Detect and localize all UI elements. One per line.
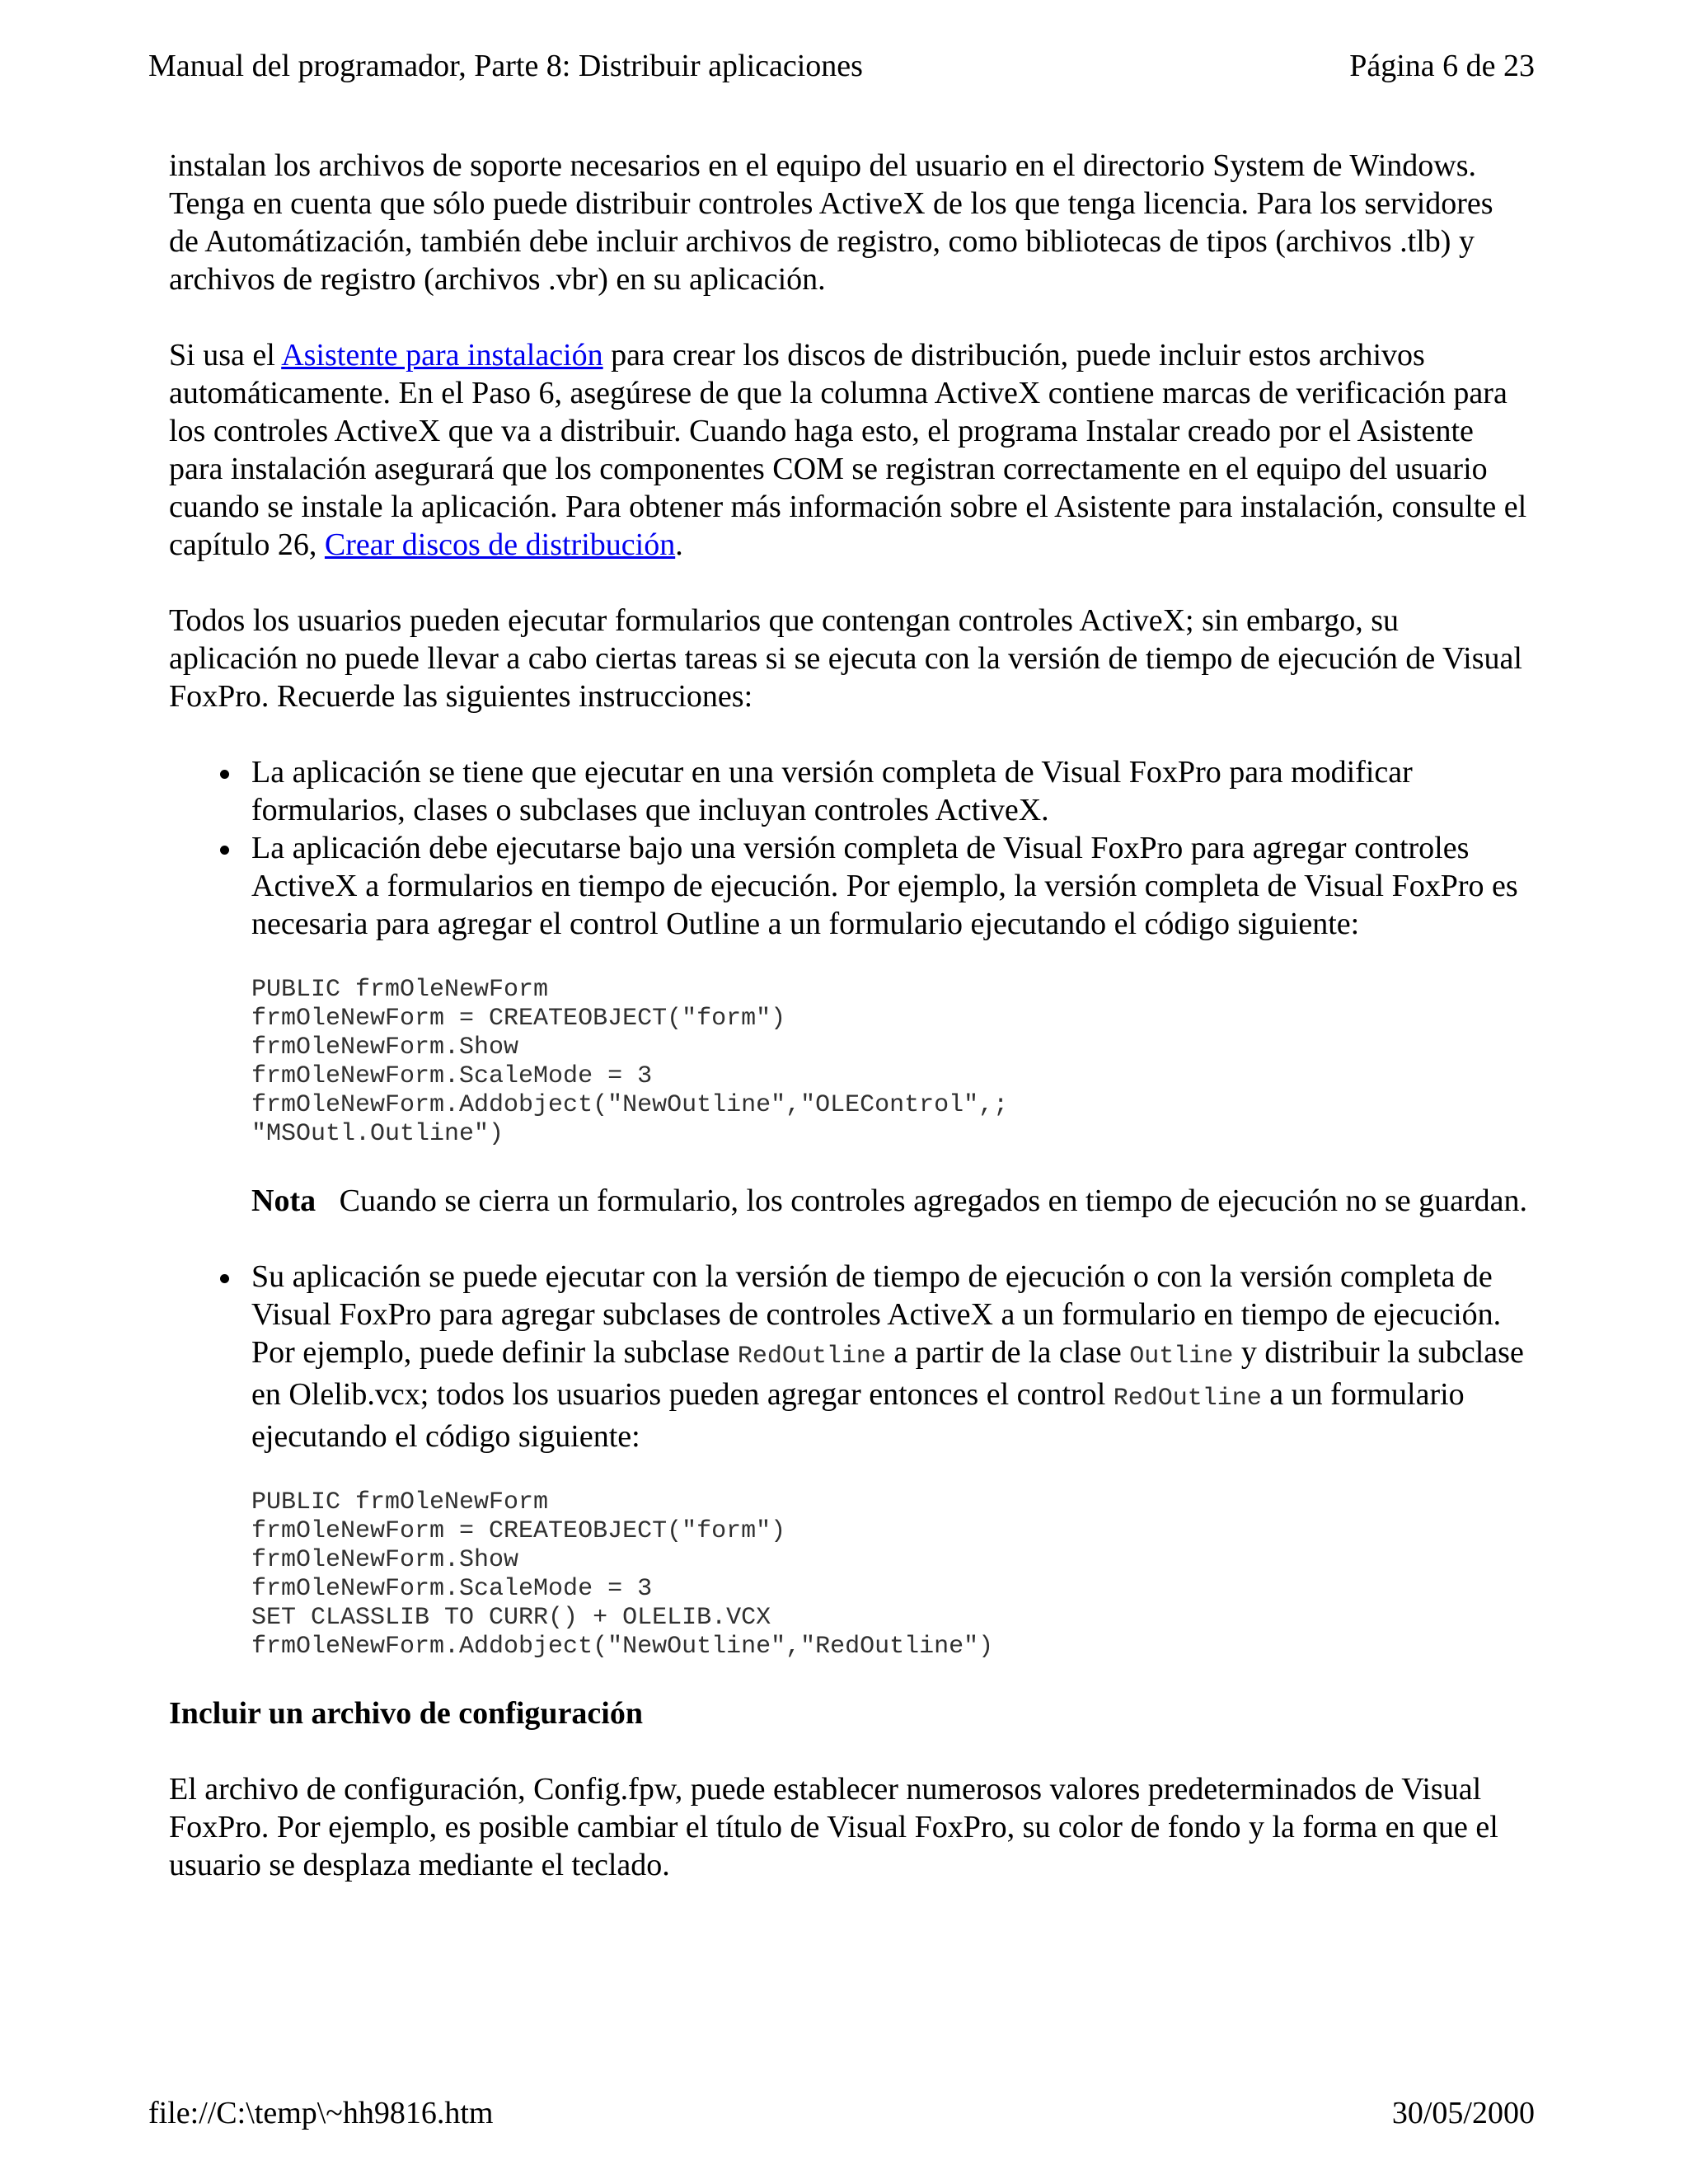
paragraph-2-text-after: . xyxy=(675,527,683,562)
paragraph-2 xyxy=(169,336,1529,564)
list-item-1: La aplicación se tiene que ejecutar en una versión completa de Visual FoxPro para modificar formularios, clases o subclases que incluyan controles ActiveX. xyxy=(251,753,1529,829)
list-item-3-text-2: a partir de la clase xyxy=(885,1335,1130,1370)
list-item-3-text-4: a un formulario ejecutando el código siguiente: xyxy=(251,1377,1465,1454)
list-item-3-text-3: y distribuir la subclase en Olelib.vcx; todos los usuarios pueden agregar entonces el control xyxy=(251,1335,1524,1412)
link-crear-discos[interactable]: Crear discos de distribución xyxy=(324,527,676,562)
code-block-1: PUBLIC frmOleNewForm frmOleNewForm = CREATEOBJECT("form") frmOleNewForm.Show frmOleNewForm.ScaleMode = 3 frmOleNewForm.Addobject("NewOutline","OLEControl",; "MSOutl.Outline") xyxy=(251,976,1009,1148)
inline-code-redoutline-1: RedOutline xyxy=(737,1343,886,1371)
inline-code-redoutline-2: RedOutline xyxy=(1113,1385,1262,1413)
code-block-2: PUBLIC frmOleNewForm frmOleNewForm = CREATEOBJECT("form") frmOleNewForm.Show frmOleNewForm.ScaleMode = 3 SET CLASSLIB TO CURR() + OLELIB.VCX frmOleNewForm.Addobject("NewOutline","RedOutline") xyxy=(251,1488,994,1661)
paragraph-1: instalan los archivos de soporte necesarios en el equipo del usuario en el directorio System de Windows. Tenga en cuenta que sólo puede distribuir controles ActiveX de los que tenga licencia. Para los servidores de Automátización, también debe incluir archivos de registro, como bibliotecas de tipos (archivos .tlb) y archivos de registro (archivos .vbr) en su aplicación. xyxy=(169,148,1493,297)
note-text: Cuando se cierra un formulario, los controles agregados en tiempo de ejecución no se guardan. xyxy=(316,1183,1528,1218)
instructions-list xyxy=(169,753,1529,1661)
header-page-number: Página 6 de 23 xyxy=(1349,49,1535,83)
list-item-2 xyxy=(251,829,1529,1220)
paragraph-3: Todos los usuarios pueden ejecutar formularios que contengan controles ActiveX; sin embargo, su aplicación no puede llevar a cabo ciertas tareas si se ejecuta con la versión de tiempo de ejecución de Visual FoxPro. Recuerde las siguientes instrucciones: xyxy=(169,603,1522,714)
link-asistente-instalacion[interactable]: Asistente para instalación xyxy=(281,338,603,373)
footer-file-path: file://C:\temp\~hh9816.htm xyxy=(148,2096,494,2130)
inline-code-outline: Outline xyxy=(1129,1343,1234,1371)
note-label: Nota xyxy=(251,1183,316,1218)
list-item-3 xyxy=(251,1258,1529,1661)
header-title: Manual del programador, Parte 8: Distribuir aplicaciones xyxy=(148,49,863,83)
paragraph-2-text-before: Si usa el xyxy=(169,338,282,373)
section-heading: Incluir un archivo de configuración xyxy=(169,1696,643,1731)
document-body xyxy=(169,147,1529,1922)
list-item-2-text: La aplicación debe ejecutarse bajo una versión completa de Visual FoxPro para agregar controles ActiveX a formularios en tiempo de ejecución. Por ejemplo, la versión completa de Visual FoxPro es necesaria para agregar el control Outline a un formulario ejecutando el código siguiente: xyxy=(251,831,1518,941)
paragraph-4: El archivo de configuración, Config.fpw, puede establecer numerosos valores predeterminados de Visual FoxPro. Por ejemplo, es posible cambiar el título de Visual FoxPro, su color de fondo y la forma en que el usuario se desplaza mediante el teclado. xyxy=(169,1772,1498,1882)
paragraph-2-text-middle: para crear los discos de distribución, puede incluir estos archivos automáticamente. En el Paso 6, asegúrese de que la columna ActiveX contiene marcas de verificación para los controles ActiveX que va a distribuir. Cuando haga esto, el programa Instalar creado por el Asistente para instalación asegurará que los componentes COM se registran correctamente en el equipo del usuario cuando se instale la aplicación. Para obtener más información sobre el Asistente para instalación, consulte el capítulo 26, xyxy=(169,338,1527,562)
list-item-3-text-1: Su aplicación se puede ejecutar con la versión de tiempo de ejecución o con la versión completa de Visual FoxPro para agregar subclases de controles ActiveX a un formulario en tiempo de ejecución. Por ejemplo, puede definir la subclase xyxy=(251,1259,1502,1370)
note xyxy=(251,1182,1529,1220)
footer-date: 30/05/2000 xyxy=(1391,2096,1535,2130)
